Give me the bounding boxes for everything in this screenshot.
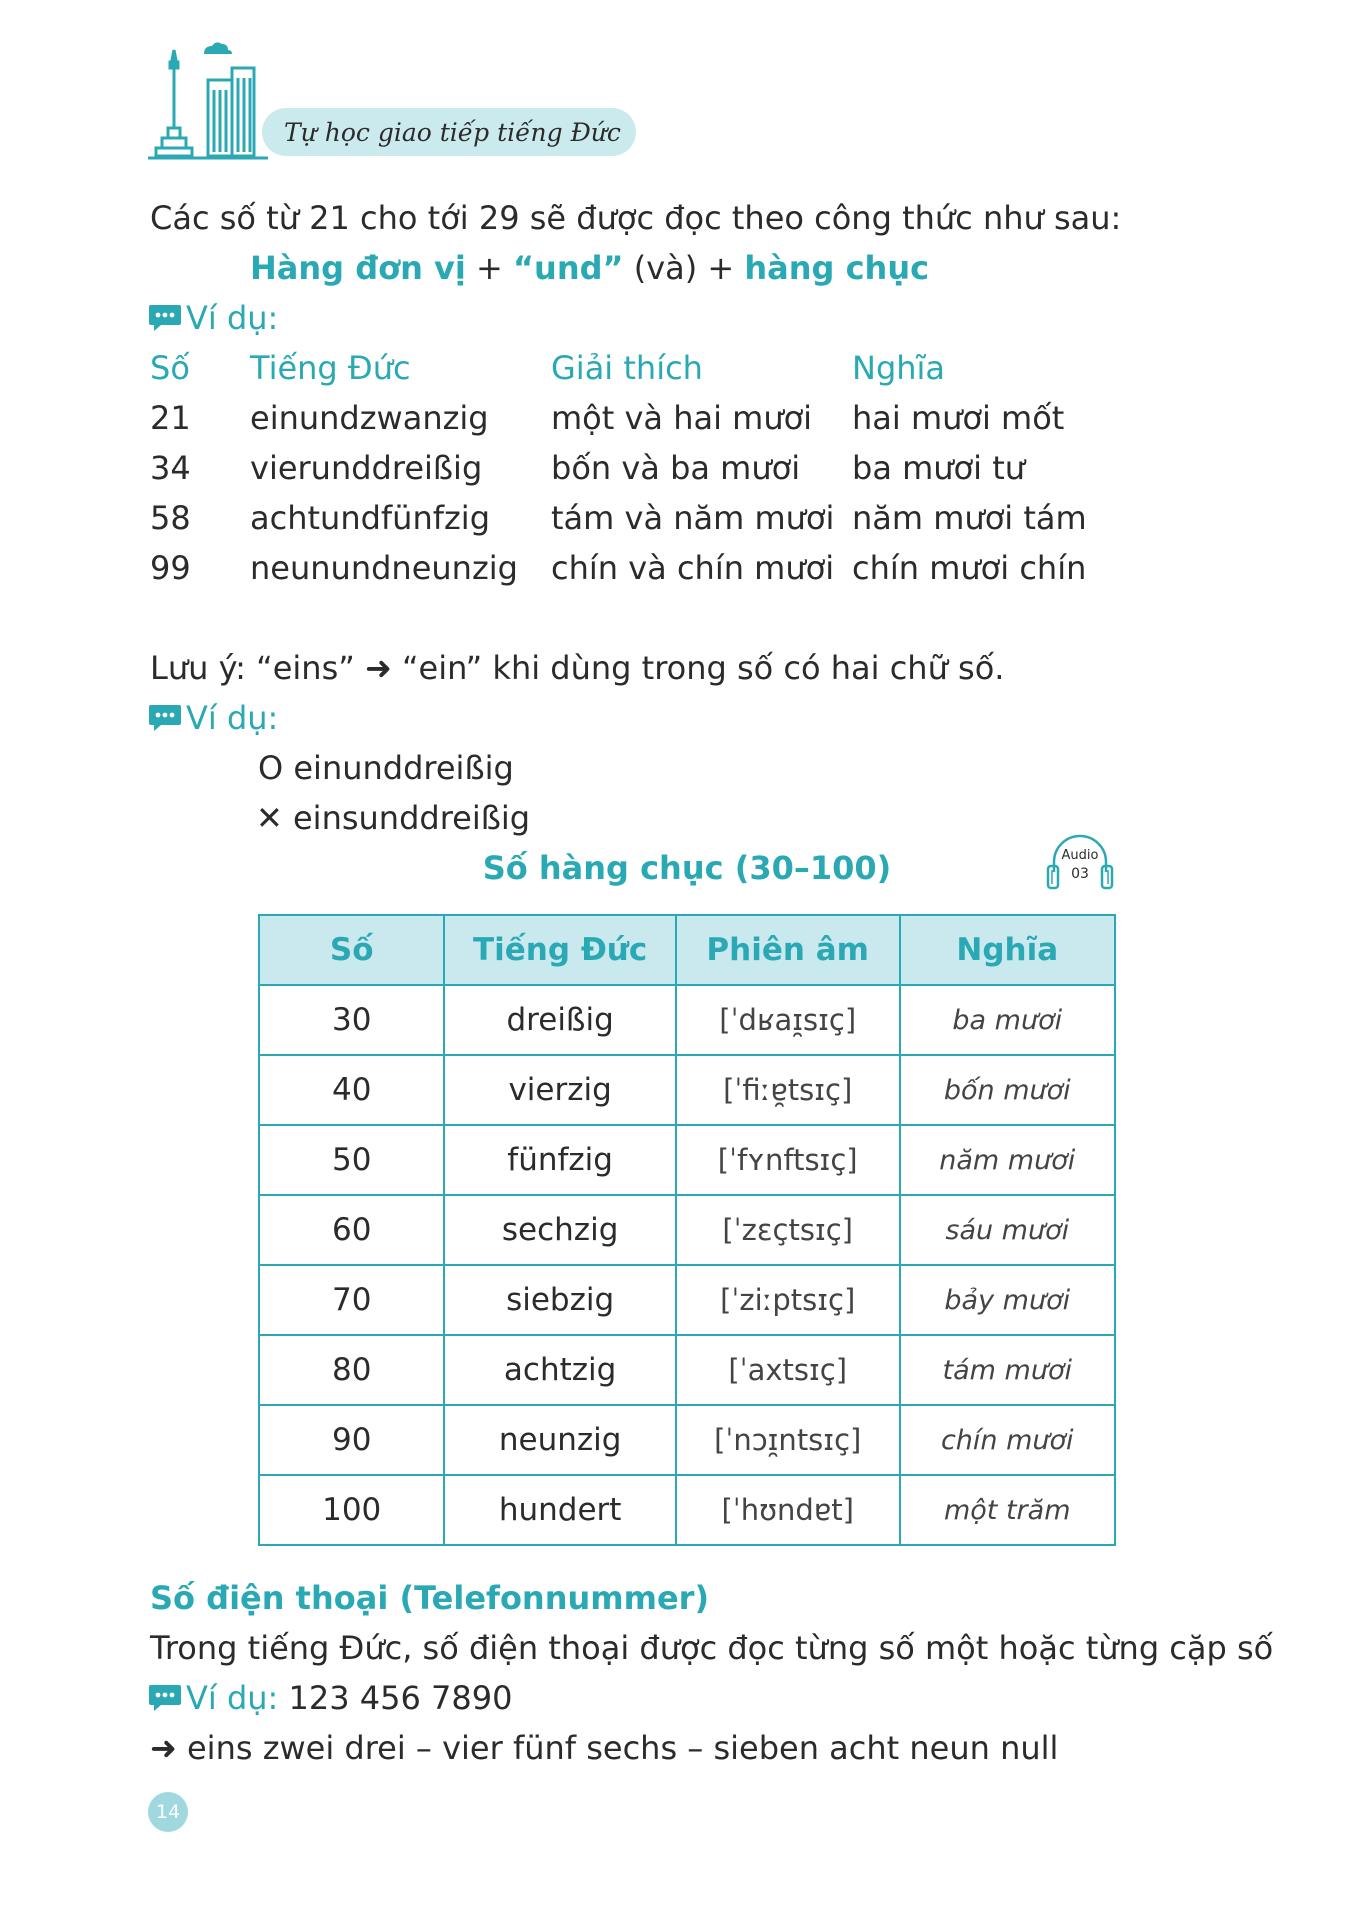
example-label-text: Ví dụ: xyxy=(186,699,279,737)
audio-label: Audio xyxy=(1061,848,1099,863)
phonetic-cell: [ˈaxtsɪç] xyxy=(676,1335,900,1405)
examples-cell: achtundfünfzig xyxy=(250,499,490,537)
tens-table xyxy=(258,914,1116,1546)
phonetic-cell: [ˈfʏnftsɪç] xyxy=(676,1125,900,1195)
examples-cell: 58 xyxy=(150,499,191,537)
audio-badge[interactable] xyxy=(1046,832,1114,894)
number-cell: 50 xyxy=(259,1125,444,1195)
examples-header-german: Tiếng Đức xyxy=(250,349,411,387)
number-cell: 30 xyxy=(259,985,444,1055)
examples-header-number: Số xyxy=(150,349,190,387)
formula-paren: (và) + xyxy=(623,249,745,287)
phonetic-cell: [ˈfiːɐ̯tsɪç] xyxy=(676,1055,900,1125)
phone-example-number: 123 456 7890 xyxy=(278,1679,513,1717)
formula-units: Hàng đơn vị xyxy=(250,249,466,287)
table-row xyxy=(259,1265,1115,1335)
phonetic-cell: [ˈhʊndɐt] xyxy=(676,1475,900,1545)
phone-section-title: Số điện thoại (Telefonnummer) xyxy=(150,1579,710,1617)
table-header-row xyxy=(259,915,1115,985)
column-header-meaning: Nghĩa xyxy=(900,915,1115,985)
examples-cell: ba mươi tư xyxy=(852,449,1026,487)
meaning-cell: tám mươi xyxy=(900,1335,1115,1405)
phone-description: Trong tiếng Đức, số điện thoại được đọc từng số một hoặc từng cặp số xyxy=(150,1629,1274,1667)
table-row xyxy=(259,1195,1115,1265)
wrong-mark: ✕ xyxy=(256,799,283,837)
german-cell: dreißig xyxy=(444,985,675,1055)
examples-cell: chín và chín mươi xyxy=(551,549,835,587)
examples-cell: 21 xyxy=(150,399,191,437)
phonetic-cell: [ˈnɔɪ̯ntsɪç] xyxy=(676,1405,900,1475)
wrong-example xyxy=(256,798,530,838)
table-row xyxy=(259,1475,1115,1545)
examples-cell: vierunddreißig xyxy=(250,449,483,487)
examples-cell: chín mươi chín xyxy=(852,549,1087,587)
column-header-german: Tiếng Đức xyxy=(444,915,675,985)
table-row xyxy=(259,985,1115,1055)
chat-bubble-icon xyxy=(148,703,182,733)
formula-plus: + xyxy=(465,249,513,287)
german-cell: sechzig xyxy=(444,1195,675,1265)
headphones-icon xyxy=(1046,832,1114,894)
example-label-2 xyxy=(148,698,278,738)
intro-sentence: Các số từ 21 cho tới 29 sẽ được đọc theo công thức như sau: xyxy=(150,199,1122,237)
formula-und: “und” xyxy=(513,249,624,287)
examples-cell: 99 xyxy=(150,549,191,587)
example-label-1 xyxy=(148,298,278,338)
number-cell: 80 xyxy=(259,1335,444,1405)
book-title: Tự học giao tiếp tiếng Đức xyxy=(284,117,621,147)
example-label-text: Ví dụ: xyxy=(186,299,279,337)
examples-cell: einundzwanzig xyxy=(250,399,489,437)
german-cell: hundert xyxy=(444,1475,675,1545)
examples-header-meaning: Nghĩa xyxy=(852,349,946,387)
examples-cell: tám và năm mươi xyxy=(551,499,835,537)
phonetic-cell: [ˈziːptsɪç] xyxy=(676,1265,900,1335)
examples-cell: neunundneunzig xyxy=(250,549,518,587)
table-row xyxy=(259,1405,1115,1475)
number-cell: 90 xyxy=(259,1405,444,1475)
number-cell: 40 xyxy=(259,1055,444,1125)
tens-section-title: Số hàng chục (30–100) xyxy=(482,849,892,887)
meaning-cell: một trăm xyxy=(900,1475,1115,1545)
german-cell: neunzig xyxy=(444,1405,675,1475)
german-cell: vierzig xyxy=(444,1055,675,1125)
chat-bubble-icon xyxy=(148,1683,182,1713)
examples-cell: bốn và ba mươi xyxy=(551,449,801,487)
audio-number: 03 xyxy=(1071,866,1089,882)
examples-cell: 34 xyxy=(150,449,191,487)
meaning-cell: bảy mươi xyxy=(900,1265,1115,1335)
chat-bubble-icon xyxy=(148,303,182,333)
phonetic-cell: [ˈdʁaɪ̯sɪç] xyxy=(676,985,900,1055)
phone-reading: ➜ eins zwei drei – vier fünf sechs – sieben acht neun null xyxy=(150,1729,1059,1767)
number-cell: 70 xyxy=(259,1265,444,1335)
german-cell: siebzig xyxy=(444,1265,675,1335)
meaning-cell: chín mươi xyxy=(900,1405,1115,1475)
table-row xyxy=(259,1335,1115,1405)
formula xyxy=(250,248,929,288)
table-row xyxy=(259,1125,1115,1195)
number-cell: 60 xyxy=(259,1195,444,1265)
example-label-text: Ví dụ: xyxy=(186,1679,279,1717)
book-title-pill xyxy=(262,108,636,156)
column-header-number: Số xyxy=(259,915,444,985)
meaning-cell: sáu mươi xyxy=(900,1195,1115,1265)
correct-word: einunddreißig xyxy=(293,749,514,787)
correct-example xyxy=(258,748,514,788)
note-text: Lưu ý: “eins” ➜ “ein” khi dùng trong số có hai chữ số. xyxy=(150,649,1005,687)
page-number: 14 xyxy=(148,1792,188,1832)
examples-cell: hai mươi mốt xyxy=(852,399,1065,437)
wrong-word: einsunddreißig xyxy=(292,799,531,837)
correct-mark: O xyxy=(258,749,284,787)
column-header-phonetic: Phiên âm xyxy=(676,915,900,985)
examples-cell: năm mươi tám xyxy=(852,499,1087,537)
number-cell: 100 xyxy=(259,1475,444,1545)
formula-tens: hàng chục xyxy=(744,249,930,287)
examples-cell: một và hai mươi xyxy=(551,399,813,437)
phone-example xyxy=(148,1678,512,1718)
phonetic-cell: [ˈzɛçtsɪç] xyxy=(676,1195,900,1265)
german-cell: fünfzig xyxy=(444,1125,675,1195)
table-row xyxy=(259,1055,1115,1125)
city-skyline-icon xyxy=(148,40,268,168)
german-cell: achtzig xyxy=(444,1335,675,1405)
meaning-cell: ba mươi xyxy=(900,985,1115,1055)
examples-header-explanation: Giải thích xyxy=(551,349,703,387)
meaning-cell: bốn mươi xyxy=(900,1055,1115,1125)
meaning-cell: năm mươi xyxy=(900,1125,1115,1195)
